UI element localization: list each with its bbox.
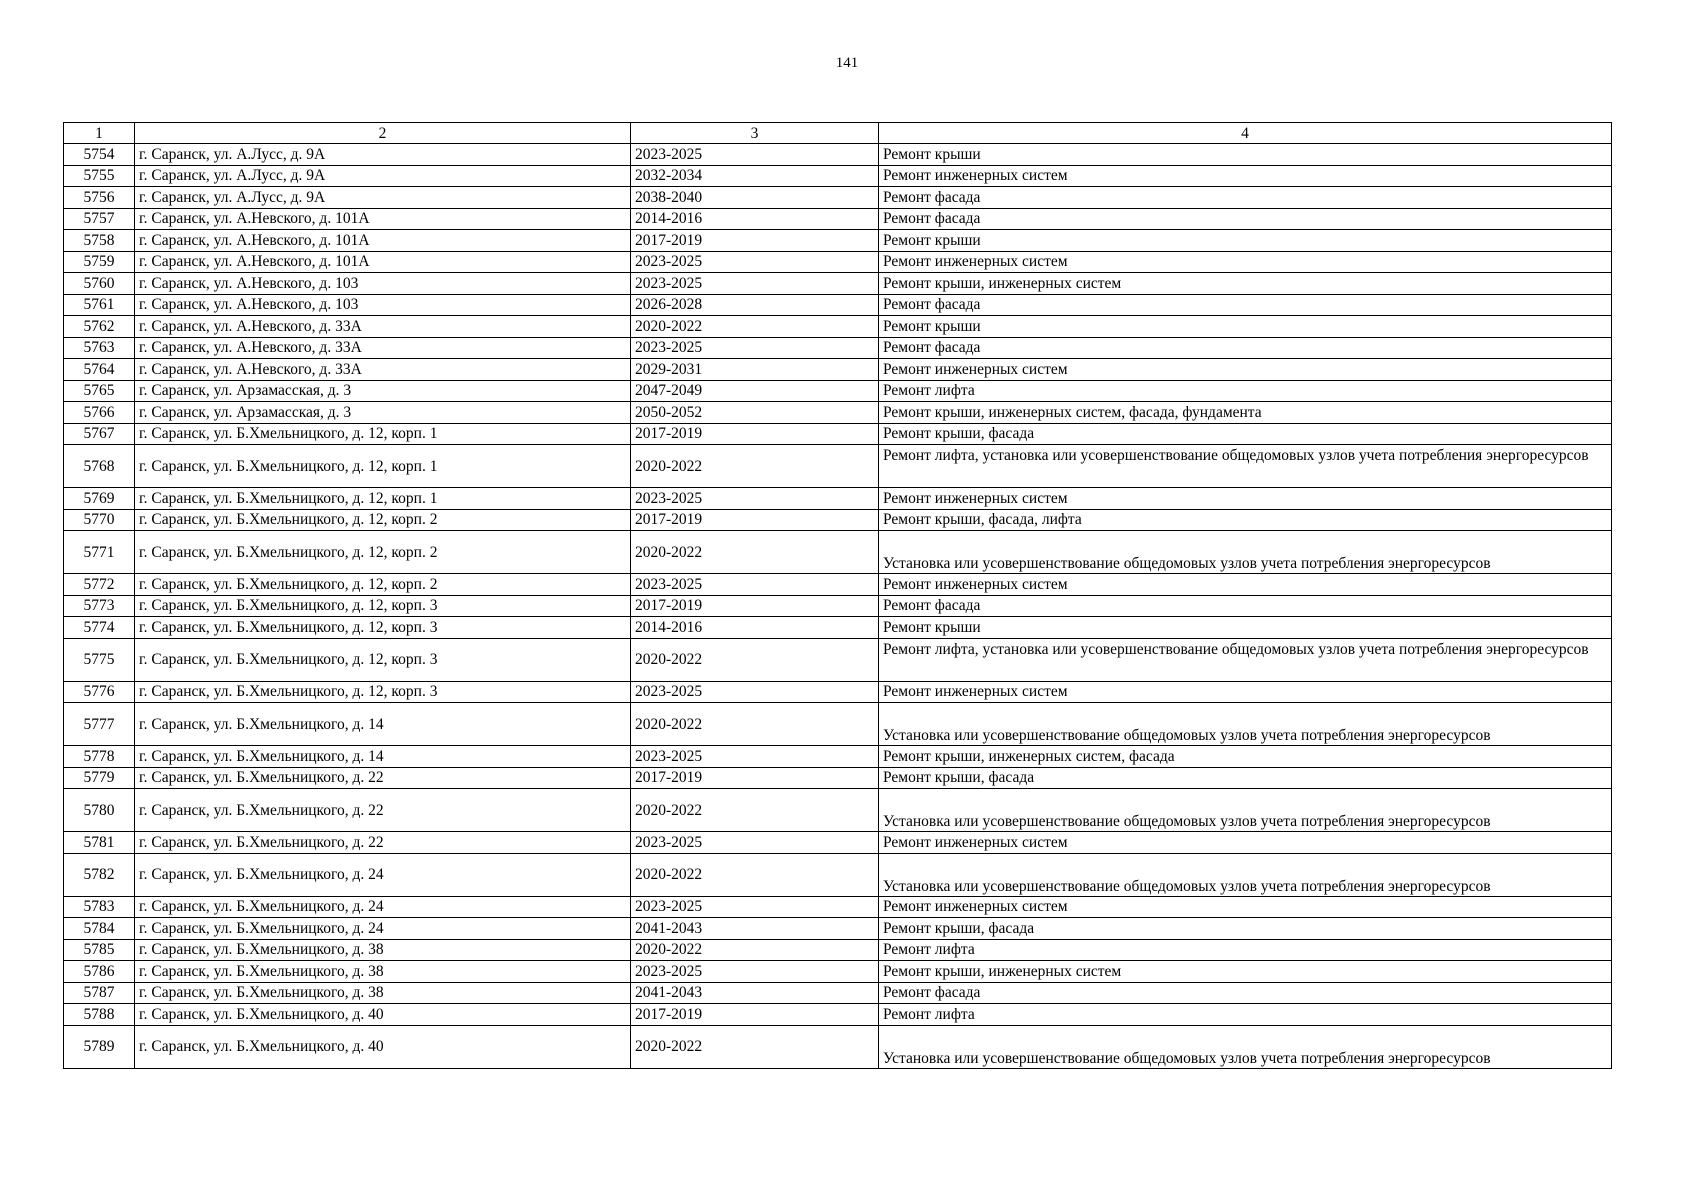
address-cell: г. Саранск, ул. Б.Хмельницкого, д. 40	[135, 1025, 631, 1068]
period-cell: 2032-2034	[631, 165, 879, 187]
address-cell: г. Саранск, ул. Б.Хмельницкого, д. 22	[135, 789, 631, 832]
work-type-cell: Ремонт крыши	[879, 144, 1612, 166]
work-type-cell: Ремонт фасада	[879, 208, 1612, 230]
work-type-cell: Ремонт крыши, фасада	[879, 767, 1612, 789]
row-number-cell: 5756	[64, 187, 135, 209]
address-cell: г. Саранск, ул. Б.Хмельницкого, д. 38	[135, 961, 631, 983]
work-type-cell: Установка или усовершенствование общедомовых узлов учета потребления энергоресурсов	[879, 853, 1612, 896]
table-row	[64, 638, 1612, 681]
address-cell: г. Саранск, ул. Б.Хмельницкого, д. 12, корп. 2	[135, 509, 631, 531]
period-cell: 2041-2043	[631, 918, 879, 940]
address-cell: г. Саранск, ул. Б.Хмельницкого, д. 38	[135, 939, 631, 961]
address-cell: г. Саранск, ул. А.Невского, д. 101А	[135, 251, 631, 273]
table-row	[64, 703, 1612, 746]
address-cell: г. Саранск, ул. Б.Хмельницкого, д. 24	[135, 918, 631, 940]
period-cell: 2023-2025	[631, 251, 879, 273]
period-cell: 2050-2052	[631, 402, 879, 424]
work-type-cell: Ремонт инженерных систем	[879, 574, 1612, 596]
address-cell: г. Саранск, ул. А.Невского, д. 101А	[135, 230, 631, 252]
table-row	[64, 1004, 1612, 1026]
table-row	[64, 402, 1612, 424]
row-number-cell: 5779	[64, 767, 135, 789]
work-type-cell: Ремонт лифта, установка или усовершенствование общедомовых узлов учета потребления энергоресурсов	[879, 638, 1612, 681]
period-cell: 2017-2019	[631, 767, 879, 789]
period-cell: 2038-2040	[631, 187, 879, 209]
work-type-cell: Ремонт инженерных систем	[879, 681, 1612, 703]
period-cell: 2020-2022	[631, 445, 879, 488]
row-number-cell: 5783	[64, 896, 135, 918]
table-row	[64, 853, 1612, 896]
period-cell: 2014-2016	[631, 617, 879, 639]
address-cell: г. Саранск, ул. Б.Хмельницкого, д. 12, корп. 3	[135, 617, 631, 639]
period-cell: 2017-2019	[631, 1004, 879, 1026]
address-cell: г. Саранск, ул. А.Невского, д. 103	[135, 294, 631, 316]
row-number-cell: 5787	[64, 982, 135, 1004]
table-row	[64, 939, 1612, 961]
row-number-cell: 5778	[64, 746, 135, 768]
work-type-cell: Ремонт лифта	[879, 939, 1612, 961]
row-number-cell: 5761	[64, 294, 135, 316]
address-cell: г. Саранск, ул. Арзамасская, д. 3	[135, 402, 631, 424]
row-number-cell: 5766	[64, 402, 135, 424]
row-number-cell: 5754	[64, 144, 135, 166]
work-type-cell: Ремонт крыши, инженерных систем	[879, 961, 1612, 983]
table-row	[64, 509, 1612, 531]
table-row	[64, 144, 1612, 166]
work-type-cell: Ремонт инженерных систем	[879, 488, 1612, 510]
address-cell: г. Саранск, ул. Арзамасская, д. 3	[135, 380, 631, 402]
address-cell: г. Саранск, ул. Б.Хмельницкого, д. 22	[135, 832, 631, 854]
period-cell: 2023-2025	[631, 144, 879, 166]
address-cell: г. Саранск, ул. Б.Хмельницкого, д. 14	[135, 703, 631, 746]
address-cell: г. Саранск, ул. Б.Хмельницкого, д. 22	[135, 767, 631, 789]
period-cell: 2023-2025	[631, 337, 879, 359]
address-cell: г. Саранск, ул. А.Невского, д. 33А	[135, 316, 631, 338]
table-row	[64, 982, 1612, 1004]
row-number-cell: 5755	[64, 165, 135, 187]
period-cell: 2014-2016	[631, 208, 879, 230]
address-cell: г. Саранск, ул. Б.Хмельницкого, д. 12, корп. 3	[135, 638, 631, 681]
address-cell: г. Саранск, ул. Б.Хмельницкого, д. 24	[135, 896, 631, 918]
work-type-cell: Ремонт крыши, фасада	[879, 423, 1612, 445]
row-number-cell: 5767	[64, 423, 135, 445]
table-row	[64, 681, 1612, 703]
work-type-cell: Установка или усовершенствование общедомовых узлов учета потребления энергоресурсов	[879, 703, 1612, 746]
table-row	[64, 316, 1612, 338]
address-cell: г. Саранск, ул. Б.Хмельницкого, д. 12, корп. 1	[135, 423, 631, 445]
work-type-cell: Ремонт крыши	[879, 316, 1612, 338]
row-number-cell: 5775	[64, 638, 135, 681]
table-row	[64, 359, 1612, 381]
row-number-cell: 5769	[64, 488, 135, 510]
period-cell: 2023-2025	[631, 488, 879, 510]
period-cell: 2023-2025	[631, 746, 879, 768]
period-cell: 2047-2049	[631, 380, 879, 402]
period-cell: 2020-2022	[631, 703, 879, 746]
table-row	[64, 531, 1612, 574]
work-type-cell: Ремонт фасада	[879, 595, 1612, 617]
row-number-cell: 5757	[64, 208, 135, 230]
work-type-cell: Ремонт инженерных систем	[879, 896, 1612, 918]
table-row	[64, 380, 1612, 402]
address-cell: г. Саранск, ул. А.Невского, д. 103	[135, 273, 631, 295]
address-cell: г. Саранск, ул. Б.Хмельницкого, д. 12, корп. 3	[135, 681, 631, 703]
address-cell: г. Саранск, ул. А.Невского, д. 33А	[135, 359, 631, 381]
row-number-cell: 5777	[64, 703, 135, 746]
row-number-cell: 5781	[64, 832, 135, 854]
work-type-cell: Ремонт крыши, фасада, лифта	[879, 509, 1612, 531]
work-type-cell: Ремонт фасада	[879, 294, 1612, 316]
table-row	[64, 294, 1612, 316]
row-number-cell: 5758	[64, 230, 135, 252]
header-col-3: 3	[631, 123, 879, 144]
period-cell: 2023-2025	[631, 681, 879, 703]
table-row	[64, 746, 1612, 768]
address-cell: г. Саранск, ул. Б.Хмельницкого, д. 24	[135, 853, 631, 896]
period-cell: 2017-2019	[631, 230, 879, 252]
period-cell: 2023-2025	[631, 961, 879, 983]
table-row	[64, 445, 1612, 488]
row-number-cell: 5765	[64, 380, 135, 402]
address-cell: г. Саранск, ул. А.Лусс, д. 9А	[135, 144, 631, 166]
table-row	[64, 789, 1612, 832]
row-number-cell: 5786	[64, 961, 135, 983]
row-number-cell: 5788	[64, 1004, 135, 1026]
table-row	[64, 918, 1612, 940]
address-cell: г. Саранск, ул. Б.Хмельницкого, д. 12, корп. 1	[135, 488, 631, 510]
address-cell: г. Саранск, ул. А.Невского, д. 33А	[135, 337, 631, 359]
table-row	[64, 896, 1612, 918]
work-type-cell: Ремонт инженерных систем	[879, 359, 1612, 381]
row-number-cell: 5782	[64, 853, 135, 896]
table-row	[64, 230, 1612, 252]
work-type-cell: Ремонт крыши	[879, 230, 1612, 252]
work-type-cell: Ремонт крыши, инженерных систем, фасада	[879, 746, 1612, 768]
period-cell: 2020-2022	[631, 531, 879, 574]
period-cell: 2023-2025	[631, 273, 879, 295]
table-row	[64, 1025, 1612, 1068]
period-cell: 2020-2022	[631, 316, 879, 338]
address-cell: г. Саранск, ул. Б.Хмельницкого, д. 12, корп. 2	[135, 574, 631, 596]
work-type-cell: Ремонт лифта	[879, 380, 1612, 402]
address-cell: г. Саранск, ул. А.Лусс, д. 9А	[135, 187, 631, 209]
period-cell: 2020-2022	[631, 1025, 879, 1068]
work-type-cell: Ремонт лифта, установка или усовершенствование общедомовых узлов учета потребления энергоресурсов	[879, 445, 1612, 488]
period-cell: 2023-2025	[631, 574, 879, 596]
row-number-cell: 5772	[64, 574, 135, 596]
address-cell: г. Саранск, ул. Б.Хмельницкого, д. 12, корп. 3	[135, 595, 631, 617]
row-number-cell: 5780	[64, 789, 135, 832]
table-row	[64, 251, 1612, 273]
work-type-cell: Установка или усовершенствование общедомовых узлов учета потребления энергоресурсов	[879, 531, 1612, 574]
table-row	[64, 337, 1612, 359]
work-type-cell: Ремонт инженерных систем	[879, 251, 1612, 273]
row-number-cell: 5771	[64, 531, 135, 574]
header-col-2: 2	[135, 123, 631, 144]
table-row	[64, 165, 1612, 187]
period-cell: 2017-2019	[631, 509, 879, 531]
address-cell: г. Саранск, ул. А.Невского, д. 101А	[135, 208, 631, 230]
table-row	[64, 574, 1612, 596]
work-type-cell: Ремонт фасада	[879, 337, 1612, 359]
period-cell: 2020-2022	[631, 939, 879, 961]
row-number-cell: 5759	[64, 251, 135, 273]
period-cell: 2023-2025	[631, 896, 879, 918]
row-number-cell: 5762	[64, 316, 135, 338]
row-number-cell: 5763	[64, 337, 135, 359]
address-cell: г. Саранск, ул. А.Лусс, д. 9А	[135, 165, 631, 187]
period-cell: 2029-2031	[631, 359, 879, 381]
table-row	[64, 488, 1612, 510]
work-type-cell: Ремонт крыши, инженерных систем, фасада, фундамента	[879, 402, 1612, 424]
period-cell: 2020-2022	[631, 853, 879, 896]
table-row	[64, 208, 1612, 230]
address-cell: г. Саранск, ул. Б.Хмельницкого, д. 38	[135, 982, 631, 1004]
address-cell: г. Саранск, ул. Б.Хмельницкого, д. 14	[135, 746, 631, 768]
table-row	[64, 595, 1612, 617]
period-cell: 2026-2028	[631, 294, 879, 316]
address-cell: г. Саранск, ул. Б.Хмельницкого, д. 40	[135, 1004, 631, 1026]
header-row	[64, 123, 1612, 144]
row-number-cell: 5760	[64, 273, 135, 295]
period-cell: 2041-2043	[631, 982, 879, 1004]
page-number: 141	[835, 55, 859, 71]
work-type-cell: Ремонт крыши	[879, 617, 1612, 639]
work-type-cell: Ремонт лифта	[879, 1004, 1612, 1026]
table-body	[64, 144, 1612, 1069]
period-cell: 2017-2019	[631, 423, 879, 445]
repair-schedule-table	[63, 122, 1612, 1069]
row-number-cell: 5764	[64, 359, 135, 381]
row-number-cell: 5773	[64, 595, 135, 617]
work-type-cell: Ремонт фасада	[879, 982, 1612, 1004]
work-type-cell: Ремонт крыши, фасада	[879, 918, 1612, 940]
table-row	[64, 423, 1612, 445]
table-row	[64, 617, 1612, 639]
row-number-cell: 5774	[64, 617, 135, 639]
table-row	[64, 832, 1612, 854]
work-type-cell: Ремонт инженерных систем	[879, 832, 1612, 854]
row-number-cell: 5784	[64, 918, 135, 940]
table-row	[64, 767, 1612, 789]
table-row	[64, 187, 1612, 209]
row-number-cell: 5770	[64, 509, 135, 531]
header-col-4: 4	[879, 123, 1612, 144]
period-cell: 2020-2022	[631, 789, 879, 832]
work-type-cell: Ремонт крыши, инженерных систем	[879, 273, 1612, 295]
period-cell: 2020-2022	[631, 638, 879, 681]
address-cell: г. Саранск, ул. Б.Хмельницкого, д. 12, корп. 2	[135, 531, 631, 574]
period-cell: 2023-2025	[631, 832, 879, 854]
work-type-cell: Ремонт инженерных систем	[879, 165, 1612, 187]
row-number-cell: 5776	[64, 681, 135, 703]
row-number-cell: 5785	[64, 939, 135, 961]
work-type-cell: Установка или усовершенствование общедомовых узлов учета потребления энергоресурсов	[879, 789, 1612, 832]
table-row	[64, 273, 1612, 295]
table-row	[64, 961, 1612, 983]
header-col-1: 1	[64, 123, 135, 144]
address-cell: г. Саранск, ул. Б.Хмельницкого, д. 12, корп. 1	[135, 445, 631, 488]
row-number-cell: 5768	[64, 445, 135, 488]
work-type-cell: Установка или усовершенствование общедомовых узлов учета потребления энергоресурсов	[879, 1025, 1612, 1068]
work-type-cell: Ремонт фасада	[879, 187, 1612, 209]
row-number-cell: 5789	[64, 1025, 135, 1068]
period-cell: 2017-2019	[631, 595, 879, 617]
